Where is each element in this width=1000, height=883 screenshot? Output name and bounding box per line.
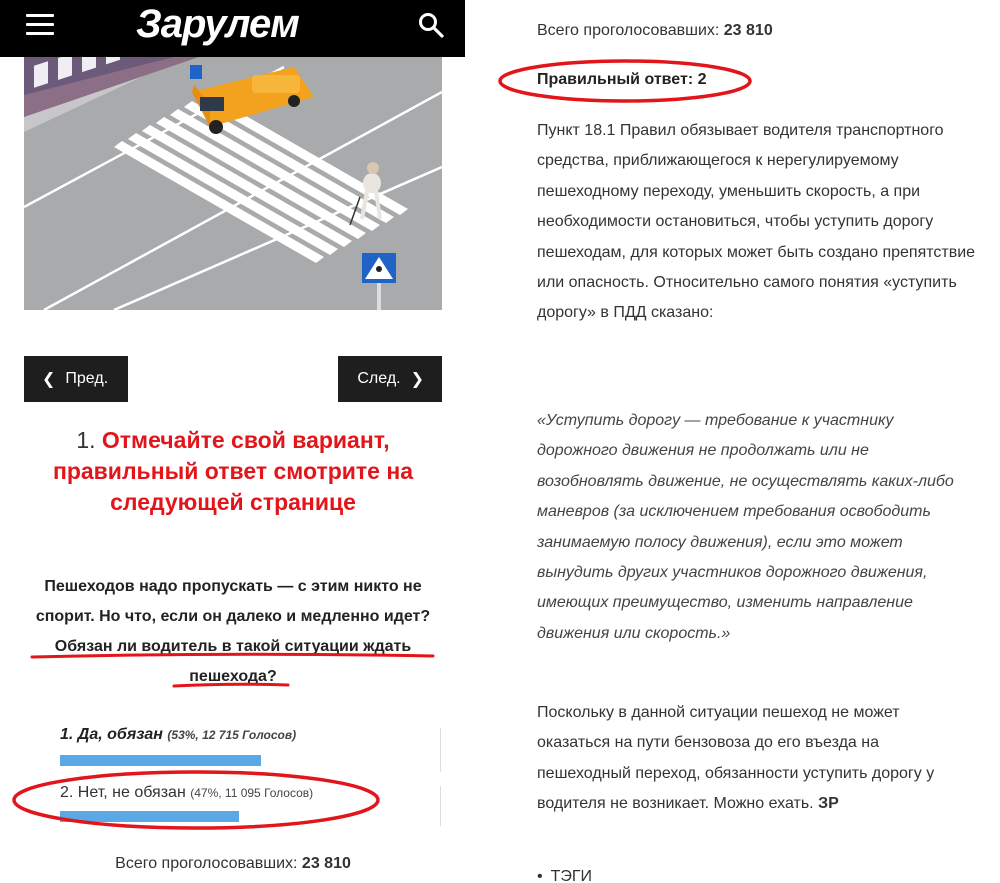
crosswalk-illustration <box>24 57 442 310</box>
chevron-right-icon: ❯ <box>410 371 424 388</box>
explanation-conclusion <box>537 698 977 820</box>
total-value: 23 810 <box>723 22 773 39</box>
poll-bar-2 <box>60 811 239 822</box>
poll-option-stats: (53%, 12 715 Голосов) <box>167 728 297 742</box>
correct-answer <box>537 71 707 89</box>
poll-option-1[interactable] <box>60 726 296 744</box>
question-intro: Пешеходов надо пропускать — с этим никто не спорит. Но что, если он далеко и медленно идет? <box>35 578 431 625</box>
next-button[interactable] <box>338 356 442 402</box>
right-panel <box>465 0 1000 883</box>
prev-label: Пред. <box>65 370 109 387</box>
total-value: 23 810 <box>301 855 351 872</box>
left-panel <box>0 0 465 883</box>
poll-headline <box>24 425 442 518</box>
poll-option-label: 2. Нет, не обязан <box>60 784 186 801</box>
next-label: След. <box>357 370 401 387</box>
tags-label[interactable]: • ТЭГИ <box>537 868 592 883</box>
poll-bar-1 <box>60 755 261 766</box>
chevron-left-icon: ❮ <box>42 371 56 388</box>
headline-text: Отмечайте свой вариант, правильный ответ смотрите на следующей странице <box>52 427 414 515</box>
answer-label: Правильный ответ: <box>537 71 694 88</box>
search-icon[interactable] <box>418 12 444 38</box>
hamburger-icon[interactable] <box>26 14 54 38</box>
poll-option-stats: (47%, 11 095 Голосов) <box>190 786 314 800</box>
poll-total <box>537 22 773 40</box>
prev-button[interactable] <box>24 356 128 402</box>
divider <box>440 728 441 772</box>
rule-quote: «Уступить дорогу — требование к участнику дорожного движения не продолжать или не возобновлять движение, не осуществлять каких-либо маневров (за исключением требования освободить занимаемую полосу движения), если это может вынудить других участников дорожного движения, имеющих преимущество, изменить направление движения или скорость.» <box>537 412 954 642</box>
poll-question <box>24 572 442 692</box>
conclusion-text: Поскольку в данной ситуации пешеход не может оказаться на пути бензовоза до его въезда на пешеходный переход, обязанности уступить дорогу у водителя не возникает. Можно ехать. <box>537 704 935 813</box>
site-logo[interactable]: Зарулем <box>136 2 299 46</box>
explanation-paragraph: Пункт 18.1 Правил обязывает водителя транспортного средства, приближающегося к нерегулируемому пешеходному переходу, уменьшить скорость, а при необходимости остановиться, чтобы уступить дорогу пешеходам, для которых может быть создано препятствие или опасность. Относительно самого понятия «уступить дорогу» в ПДД сказано: <box>537 122 976 322</box>
poll-option-label: 1. Да, обязан <box>60 726 163 743</box>
poll-total <box>24 855 442 873</box>
site-header <box>0 0 465 57</box>
headline-number: 1. <box>76 427 96 453</box>
poll-option-2[interactable] <box>60 784 313 802</box>
question-ask: Обязан ли водитель в такой ситуации ждать пешехода? <box>54 638 412 685</box>
signature: ЗР <box>818 795 839 813</box>
answer-value: 2 <box>697 71 707 88</box>
divider <box>440 786 441 826</box>
total-label: Всего проголосовавших: <box>537 22 720 39</box>
total-label: Всего проголосовавших: <box>115 855 298 872</box>
